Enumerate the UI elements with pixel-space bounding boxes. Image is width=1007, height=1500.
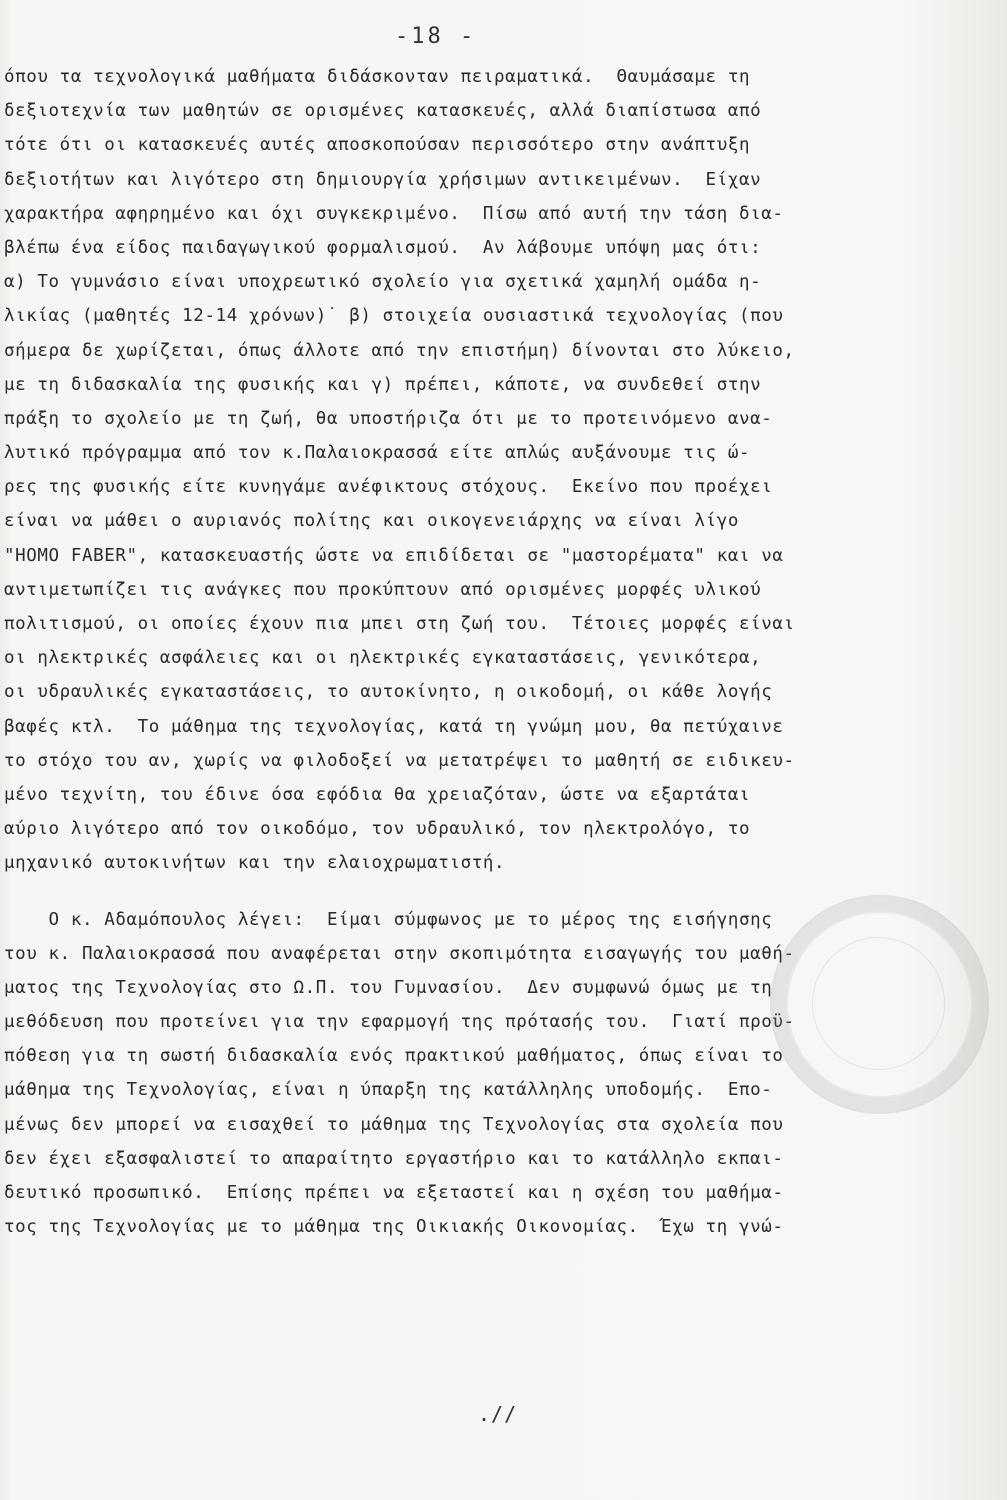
text-line: σήμερα δε χωρίζεται, όπως άλλοτε από την επιστήμη) δίνονται στο λύκειο,: [4, 340, 795, 361]
text-line: χαρακτήρα αφηρημένο και όχι συγκεκριμένο. Πίσω από αυτή την τάση δια-: [4, 203, 784, 224]
text-line: τος της Τεχνολογίας με το μάθημα της Οικιακής Οικονομίας. Έχω τη γνώ-: [4, 1217, 784, 1238]
text-line: του κ. Παλαιοκρασσά που αναφέρεται στην σκοπιμότητα εισαγωγής του μαθή-: [4, 943, 795, 964]
continuation-mark: .//: [478, 1402, 518, 1426]
text-line: δεν έχει εξασφαλιστεί το απαραίτητο εργαστήριο και το κατάλληλο εκπαι-: [4, 1148, 784, 1169]
text-line: δευτικό προσωπικό. Επίσης πρέπει να εξεταστεί και η σχέση του μαθήμα-: [4, 1183, 784, 1203]
text-line: ματος της Τεχνολογίας στο Ω.Π. του Γυμνασίου. Δεν συμφωνώ όμως με τη: [4, 977, 773, 998]
text-line: είναι να μάθει ο αυριανός πολίτης και οικογενειάρχης να είναι λίγο: [4, 511, 739, 532]
text-line: μένο τεχνίτη, του έδινε όσα εφόδια θα χρειαζόταν, ώστε να εξαρτάται: [4, 784, 751, 805]
text-line: Ο κ. Αδαμόπουλος λέγει: Είμαι σύμφωνος με το μέρος της εισήγησης: [4, 909, 773, 930]
text-line: τότε ότι οι κατασκευές αυτές αποσκοπούσαν περισσότερο στην ανάπτυξη: [4, 135, 751, 156]
text-line: όπου τα τεχνολογικά μαθήματα διδάσκονταν πειραματικά. Θαυμάσαμε τη: [4, 67, 751, 87]
paragraph-1: [4, 60, 994, 881]
page-number: -18 -: [395, 24, 477, 49]
text-line: οι ηλεκτρικές ασφάλειες και οι ηλεκτρικές εγκαταστάσεις, γενικότερα,: [4, 648, 762, 669]
text-line: αντιμετωπίζει τις ανάγκες που προκύπτουν από ορισμένες μορφές υλικού: [4, 579, 762, 600]
text-line: α) Το γυμνάσιο είναι υποχρεωτικό σχολείο για σχετικά χαμηλή ομάδα η-: [4, 272, 762, 293]
text-line: οι υδραυλικές εγκαταστάσεις, το αυτοκίνητο, η οικοδομή, οι κάθε λογής: [4, 682, 773, 703]
text-line: μεθόδευση που προτείνει για την εφαρμογή της πρότασής του. Γιατί προϋ-: [4, 1012, 795, 1033]
text-line: αύριο λιγότερο από τον οικοδόμο, τον υδραυλικό, τον ηλεκτρολόγο, το: [4, 819, 751, 840]
text-line: πράξη το σχολείο με τη ζωή, θα υποστήριζα ότι με το προτεινόμενο ανα-: [4, 408, 773, 429]
text-line: λικίας (μαθητές 12-14 χρόνων)˙ β) στοιχεία ουσιαστικά τεχνολογίας (που: [4, 306, 784, 327]
text-line: δεξιοτεχνία των μαθητών σε ορισμένες κατασκευές, αλλά διαπίστωσα από: [4, 101, 762, 122]
text-line: "HOMO FABER", κατασκευαστής ώστε να επιδίδεται σε "μαστορέματα" και να: [4, 545, 784, 566]
text-line: βλέπω ένα είδος παιδαγωγικού φορμαλισμού. Αν λάβουμε υπόψη μας ότι:: [4, 237, 762, 258]
text-line: μηχανικό αυτοκινήτων και την ελαιοχρωματιστή.: [4, 853, 506, 874]
text-line: πόθεση για τη σωστή διδασκαλία ενός πρακτικού μαθήματος, όπως είναι το: [4, 1046, 784, 1067]
faded-seal-stamp: [770, 895, 989, 1114]
text-line: το στόχο του αν, χωρίς να φιλοδοξεί να μετατρέψει το μαθητή σε ειδικευ-: [4, 750, 795, 771]
text-line: με τη διδασκαλία της φυσικής και γ) πρέπει, κάποτε, να συνδεθεί στην: [4, 374, 762, 395]
seal-inner-ring: [812, 937, 945, 1070]
text-line: πολιτισμού, οι οποίες έχουν πια μπει στη ζωή του. Τέτοιες μορφές είναι: [4, 614, 795, 634]
text-line: δεξιοτήτων και λιγότερο στη δημιουργία χρήσιμων αντικειμένων. Είχαν: [4, 169, 762, 190]
text-line: ρες της φυσικής είτε κυνηγάμε ανέφικτους στόχους. Εκείνο που προέχει: [4, 477, 773, 498]
text-line: λυτικό πρόγραμμα από τον κ.Παλαιοκρασσά είτε απλώς αυξάνουμε τις ώ-: [4, 443, 751, 464]
text-line: μένως δεν μπορεί να εισαχθεί το μάθημα της Τεχνολογίας στα σχολεία που: [4, 1114, 784, 1135]
text-line: βαφές κτλ. Το μάθημα της τεχνολογίας, κατά τη γνώμη μου, θα πετύχαινε: [4, 716, 784, 737]
text-line: μάθημα της Τεχνολογίας, είναι η ύπαρξη της κατάλληλης υποδομής. Επο-: [4, 1080, 773, 1101]
